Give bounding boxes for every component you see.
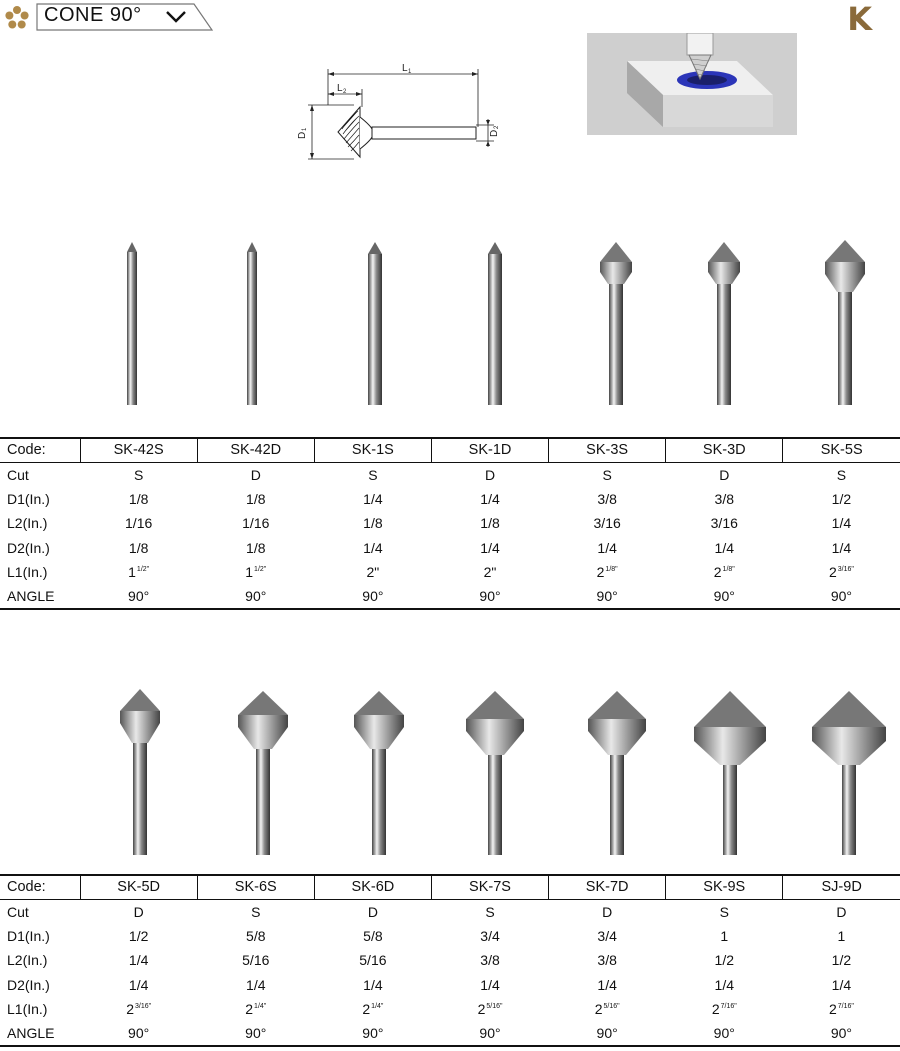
l1-fraction: 1/4" [254, 1003, 267, 1011]
row-label: D2(In.) [7, 539, 50, 556]
section-letter: K [847, 0, 872, 38]
l1-fraction: 1/2" [136, 566, 150, 574]
svg-text:L: L [402, 63, 408, 74]
tool-images-row-2 [80, 685, 900, 860]
cell-l2: 3/16 [710, 515, 738, 532]
l1-fraction: 3/16" [837, 566, 854, 574]
cell-d2: 1/4 [480, 976, 500, 993]
cell-code: SK-6S [197, 875, 314, 899]
row-label: ANGLE [0, 584, 80, 608]
flower-logo-icon [4, 5, 30, 31]
tool-image-sk-3d [706, 240, 742, 405]
cell-l2: 1/8 [480, 515, 500, 532]
row-label: D1(In.) [7, 927, 50, 944]
cell-code: SK-7S [431, 875, 548, 899]
tool-image-sk-1d [486, 240, 504, 405]
cell-angle: 90° [431, 1021, 548, 1045]
svg-text:2: 2 [494, 125, 500, 129]
cell-l1 [314, 560, 431, 584]
cell-l2: 3/16 [593, 515, 621, 532]
cell-d2: 1/4 [128, 976, 149, 993]
row-label: Code: [0, 438, 80, 462]
page-title: CONE 90° [44, 4, 142, 26]
cell-cut: S [251, 903, 261, 920]
row-label: L1(In.) [7, 1001, 48, 1018]
cell-angle: 90° [80, 1021, 197, 1045]
cell-l2: 3/8 [597, 952, 617, 969]
tool-image-sj-9d [810, 689, 888, 855]
cell-code: SK-1D [431, 438, 548, 462]
table-row-l1 [0, 997, 900, 1021]
cell-angle: 90° [80, 584, 197, 608]
cell-cut: D [719, 466, 730, 483]
row-label: L1(In.) [7, 564, 48, 581]
tool-image-sk-7d [586, 689, 648, 855]
table-row-d1 [0, 487, 900, 511]
svg-text:1: 1 [408, 69, 412, 75]
application-photo [587, 33, 797, 135]
cell-d1: 3/8 [597, 490, 617, 507]
cell-d1: 1 [837, 927, 846, 944]
cell-cut: S [719, 903, 729, 920]
cell-code: SK-3S [549, 438, 666, 462]
table-row-code [0, 438, 900, 462]
cell-d1: 5/8 [363, 927, 383, 944]
tool-image-sk-42s [124, 240, 140, 405]
cell-l1 [197, 997, 314, 1021]
l1-whole: 2 [711, 1001, 720, 1018]
table-row-angle [0, 1021, 900, 1045]
tool-image-sk-6d [352, 689, 406, 855]
tool-image-sk-7s [464, 689, 526, 855]
tool-image-sk-42d [244, 240, 260, 405]
tool-image-sk-5d [118, 687, 162, 855]
cell-l1 [431, 560, 548, 584]
cell-l1 [666, 560, 783, 584]
cell-angle: 90° [549, 1021, 666, 1045]
cell-l2: 1/16 [242, 515, 270, 532]
cell-l2: 1/2 [714, 952, 734, 969]
svg-text:D: D [297, 131, 308, 139]
cell-angle: 90° [666, 1021, 783, 1045]
cell-d2: 1/4 [714, 976, 734, 993]
cell-code: SK-1S [314, 438, 431, 462]
svg-text:D: D [489, 129, 500, 137]
cell-cut: S [368, 466, 378, 483]
cell-d2: 1/8 [246, 539, 266, 556]
cell-code: SK-5S [783, 438, 900, 462]
cell-l1 [197, 560, 314, 584]
table-row-d2 [0, 536, 900, 560]
cell-code: SK-6D [314, 875, 431, 899]
cell-code: SJ-9D [783, 875, 900, 899]
cell-cut: S [133, 466, 144, 483]
cell-angle: 90° [197, 584, 314, 608]
l1-fraction: 5/16" [486, 1003, 503, 1011]
spec-table-1 [0, 437, 900, 610]
svg-text:L: L [337, 83, 343, 94]
cell-angle: 90° [666, 584, 783, 608]
cell-d1: 1/8 [128, 490, 149, 507]
cell-angle: 90° [783, 584, 900, 608]
l1-whole: 2 [594, 1001, 603, 1018]
cell-d1: 1/4 [363, 490, 383, 507]
cell-d2: 1/4 [714, 539, 734, 556]
cell-d2: 1/4 [363, 976, 383, 993]
cell-cut: S [836, 466, 847, 483]
tool-image-sk-6s [236, 689, 290, 855]
cell-code: SK-3D [666, 438, 783, 462]
cell-cut: D [484, 466, 496, 483]
cell-cut: D [602, 903, 613, 920]
cell-cut: S [485, 903, 495, 920]
cell-l2: 1/16 [125, 515, 153, 532]
cell-d1: 5/8 [246, 927, 266, 944]
cell-d1: 1 [720, 927, 729, 944]
row-label: Cut [7, 466, 29, 483]
cell-d1: 1/8 [246, 490, 266, 507]
cell-cut: D [250, 466, 261, 483]
cell-angle: 90° [549, 584, 666, 608]
table-row-cut [0, 462, 900, 486]
table-row-angle [0, 584, 900, 608]
l1-whole: 2 [828, 1001, 837, 1018]
row-label: L2(In.) [7, 952, 48, 969]
table-row-l1 [0, 560, 900, 584]
cell-l1 [549, 560, 666, 584]
cell-d2: 1/4 [363, 539, 383, 556]
table-row-code [0, 875, 900, 899]
cell-code: SK-5D [80, 875, 197, 899]
cell-l1 [314, 997, 431, 1021]
page-header [0, 0, 900, 36]
table-row-d1 [0, 924, 900, 948]
cell-l1 [431, 997, 548, 1021]
row-label: L2(In.) [7, 515, 48, 532]
cell-angle: 90° [197, 1021, 314, 1045]
l1-whole: 2 [713, 564, 722, 581]
table-row-l2 [0, 948, 900, 972]
cell-cut: S [602, 466, 612, 483]
cell-code: SK-9S [666, 875, 783, 899]
cell-code: SK-7D [549, 875, 666, 899]
l1-fraction: 1/8" [605, 566, 618, 574]
l1-whole: 2 [596, 564, 605, 581]
cell-d2: 1/4 [480, 539, 500, 556]
cell-l1 [549, 997, 666, 1021]
l1-whole: 2 [245, 1001, 254, 1018]
cell-d1: 1/2 [128, 927, 149, 944]
cell-d1: 1/2 [831, 490, 852, 507]
cell-l1 [666, 997, 783, 1021]
cell-l2: 3/8 [480, 952, 500, 969]
l1-fraction: 1/8" [722, 566, 735, 574]
cell-l1 [80, 997, 197, 1021]
cell-angle: 90° [314, 1021, 431, 1045]
l1-fraction: 5/16" [603, 1003, 620, 1011]
cell-l2: 5/16 [242, 952, 270, 969]
chevron-down-icon [164, 9, 188, 25]
row-label: D2(In.) [7, 976, 50, 993]
cell-d2: 1/4 [597, 539, 617, 556]
l1-fraction: 1/2" [254, 566, 267, 574]
cell-angle: 90° [431, 584, 548, 608]
cell-cut: D [367, 903, 378, 920]
table-row-l2 [0, 511, 900, 535]
row-label: Cut [7, 903, 29, 920]
cell-code: SK-42D [197, 438, 314, 462]
l1-whole: 2 [828, 564, 837, 581]
cell-d2: 1/4 [246, 976, 266, 993]
tool-image-sk-1s [366, 240, 384, 405]
technical-drawing [290, 55, 510, 175]
cell-l2: 5/16 [359, 952, 387, 969]
row-label: Code: [0, 875, 80, 899]
cell-l2: 1/2 [831, 952, 852, 969]
l1-whole: 2 [126, 1001, 134, 1018]
cell-d1: 3/8 [714, 490, 734, 507]
cell-d1: 1/4 [480, 490, 500, 507]
cell-d2: 1/8 [128, 539, 149, 556]
cell-cut: D [133, 903, 144, 920]
l1-fraction: 7/16" [837, 1003, 854, 1011]
cell-l1 [783, 560, 900, 584]
cell-l2: 1/4 [128, 952, 149, 969]
cell-angle: 90° [783, 1021, 900, 1045]
l1-whole: 2 [362, 1001, 371, 1018]
tool-image-sk-3s [598, 240, 634, 405]
row-label: D1(In.) [7, 490, 50, 507]
tool-image-sk-5s [823, 238, 867, 405]
tool-image-sk-9s [692, 689, 768, 855]
cell-cut: D [836, 903, 847, 920]
cell-l1 [80, 560, 197, 584]
l1-fraction: 7/16" [720, 1003, 737, 1011]
l1-fraction: 3/16" [134, 1003, 152, 1011]
cell-d1: 3/4 [480, 927, 500, 944]
l1-whole: 1 [128, 564, 136, 581]
l1-whole: 2" [366, 564, 380, 581]
l1-whole: 1 [245, 564, 254, 581]
cell-angle: 90° [314, 584, 431, 608]
cell-l1 [783, 997, 900, 1021]
cell-d2: 1/4 [831, 539, 852, 556]
table-row-cut [0, 899, 900, 923]
cell-d2: 1/4 [597, 976, 617, 993]
cell-l2: 1/4 [831, 515, 852, 532]
cell-l2: 1/8 [363, 515, 383, 532]
table-row-d2 [0, 973, 900, 997]
spec-table-2 [0, 874, 900, 1047]
l1-fraction: 1/4" [371, 1003, 384, 1011]
svg-text:2: 2 [343, 89, 347, 95]
l1-whole: 2" [483, 564, 497, 581]
cell-d1: 3/4 [597, 927, 617, 944]
cell-code: SK-42S [80, 438, 197, 462]
cell-d2: 1/4 [831, 976, 852, 993]
l1-whole: 2 [477, 1001, 486, 1018]
tool-images-row-1 [80, 235, 900, 405]
svg-text:1: 1 [302, 127, 308, 131]
row-label: ANGLE [0, 1021, 80, 1045]
